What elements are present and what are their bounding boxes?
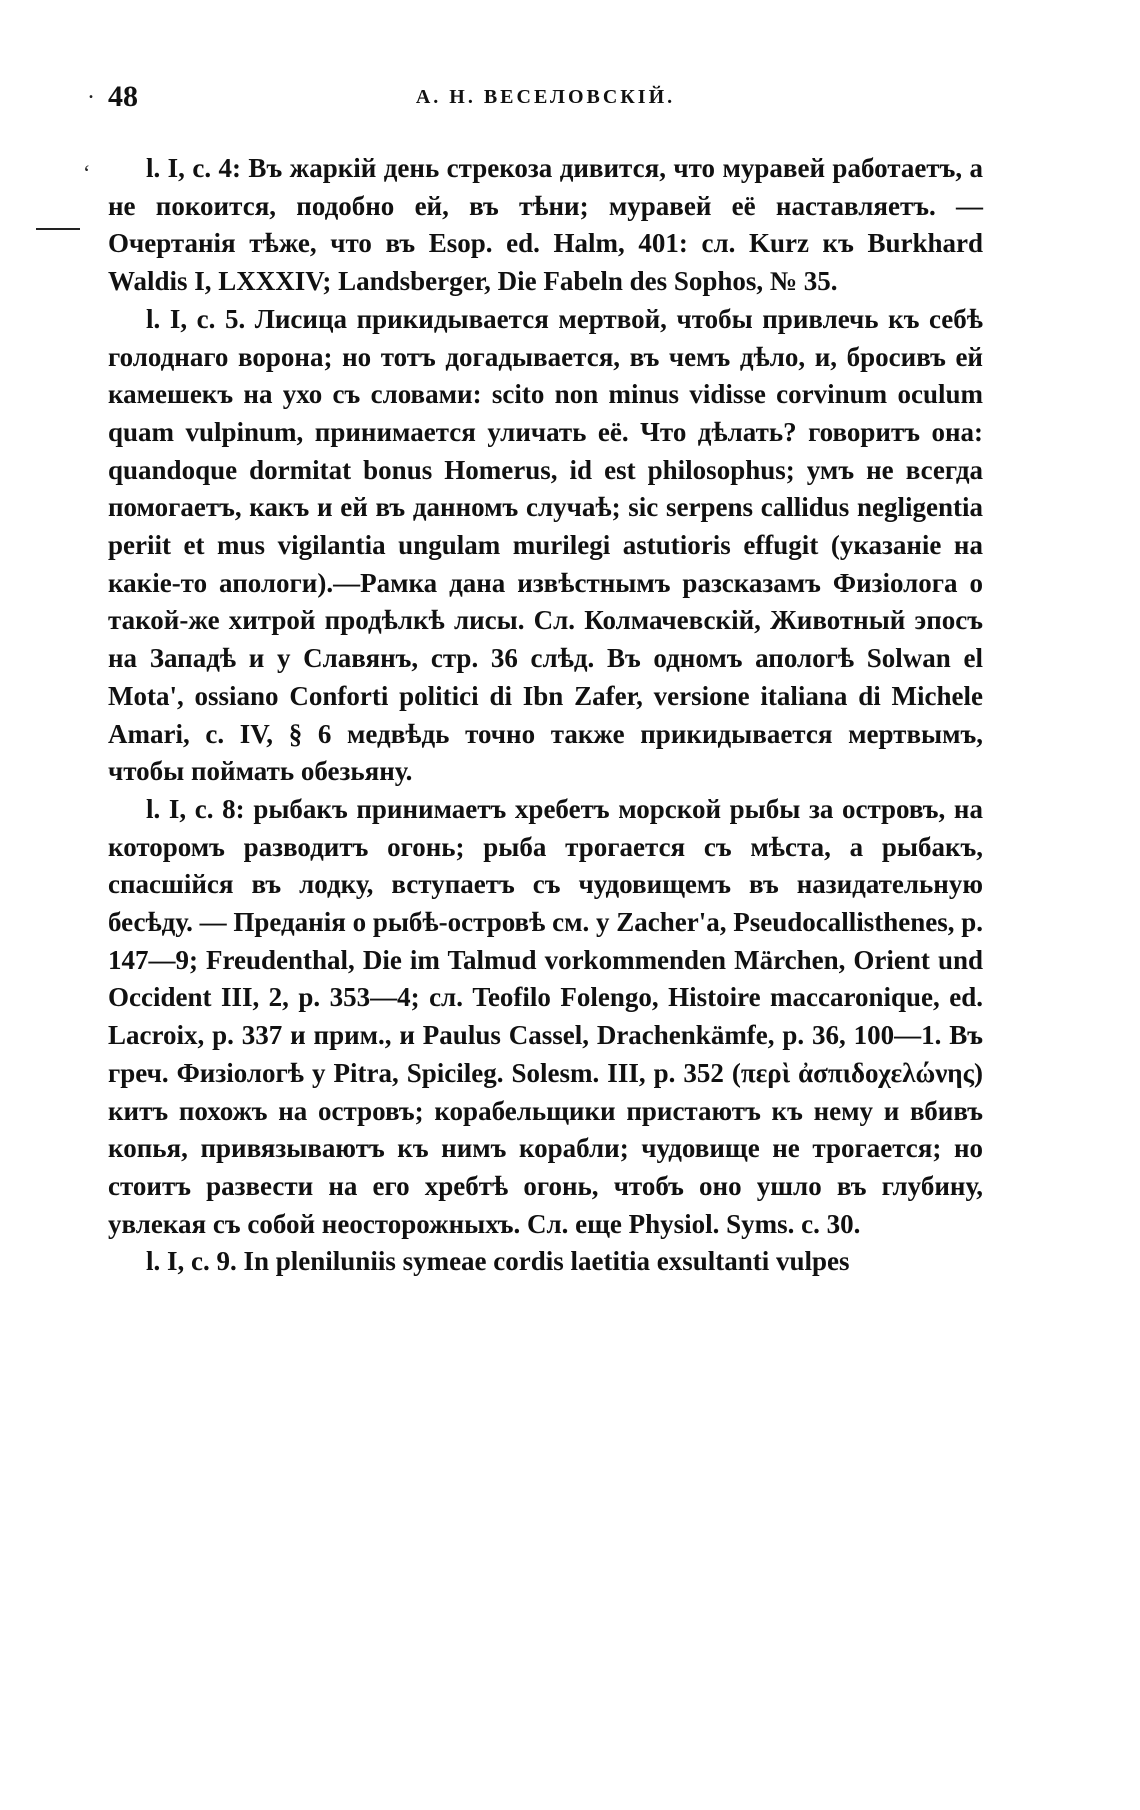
running-head — [108, 80, 983, 120]
paragraph-fable-4: l. I, c. 4: Въ жаркій день стрекоза дивится, что муравей работаетъ, а не покоится, подобно ей, въ тѣни; муравей её наставляетъ. — Очертанія тѣже, что въ Esop. ed. Halm, 401: сл. Kurz къ Burkhard Waldis I, LXXXIV; Landsberger, Die Fabeln des Sophos, № 35. — [108, 153, 983, 297]
body-text — [108, 150, 983, 1281]
running-title: А. Н. ВЕСЕЛОВСКІЙ. — [415, 86, 676, 108]
margin-dot: . — [88, 78, 94, 104]
page-number: 48 — [108, 80, 138, 113]
margin-tick: ʻ — [83, 160, 91, 185]
margin-dash — [36, 228, 80, 230]
book-page — [108, 80, 983, 1281]
paragraph-fable-8: l. I, c. 8: рыбакъ принимаетъ хребетъ морской рыбы за островъ, на которомъ разводитъ огонь; рыба трогается съ мѣста, а рыбакъ, спасшійся въ лодку, вступаетъ съ чудовищемъ въ назидательную бесѣду. — Преданія о рыбѣ-островѣ см. у Zacher'a, Pseudocallisthenes, p. 147—9; Freudenthal, Die im Talmud vorkommenden Märchen, Orient und Occident III, 2, p. 353—4; сл. Teofilo Folengo, Histoire maccaronique, ed. Lacroix, p. 337 и прим., и Paulus Cassel, Drachenkämfe, p. 36, 100—1. Въ греч. Физіологѣ у Pitra, Spicileg. Solesm. III, p. 352 (περὶ ἀσπιδοχελώνης) китъ похожъ на островъ; корабельщики пристаютъ къ нему и вбивъ копья, привязываютъ къ нимъ корабли; чудовище не трогается; но стоитъ развести на его хребтѣ огонь, чтобъ оно ушло въ глубину, увлекая съ собой неосторожныхъ. Сл. еще Physiol. Syms. c. 30. — [108, 793, 983, 1239]
paragraph-fable-5: l. I, c. 5. Лисица прикидывается мертвой, чтобы привлечь къ себѣ голоднаго ворона; но тотъ догадывается, въ чемъ дѣло, и, бросивъ ей камешекъ на ухо съ словами: scito non minus vidisse corvinum oculum quam vulpinum, принимается уличать её. Что дѣлать? говоритъ она: quandoque dormitat bonus Homerus, id est philosophus; умъ не всегда помогаетъ, какъ и ей въ данномъ случаѣ; sic serpens callidus negligentia periit et mus vigilantia ungulam murilegi astutioris effugit (указаніе на какіе-то апологи).—Рамка дана извѣстнымъ разсказамъ Физіолога о такой-же хитрой продѣлкѣ лисы. Сл. Колмачевскій, Животный эпосъ на Западѣ и у Славянъ, стр. 36 слѣд. Въ одномъ апологѣ Solwan el Mota', ossiano Conforti politici di Ibn Zafer, versione italiana di Michele Amari, c. IV, § 6 медвѣдь точно также прикидывается мертвымъ, чтобы поймать обезьяну. — [108, 303, 983, 787]
paragraph-fable-9: l. I, c. 9. In pleniluniis symeae cordis laetitia exsultanti vulpes — [146, 1246, 850, 1277]
